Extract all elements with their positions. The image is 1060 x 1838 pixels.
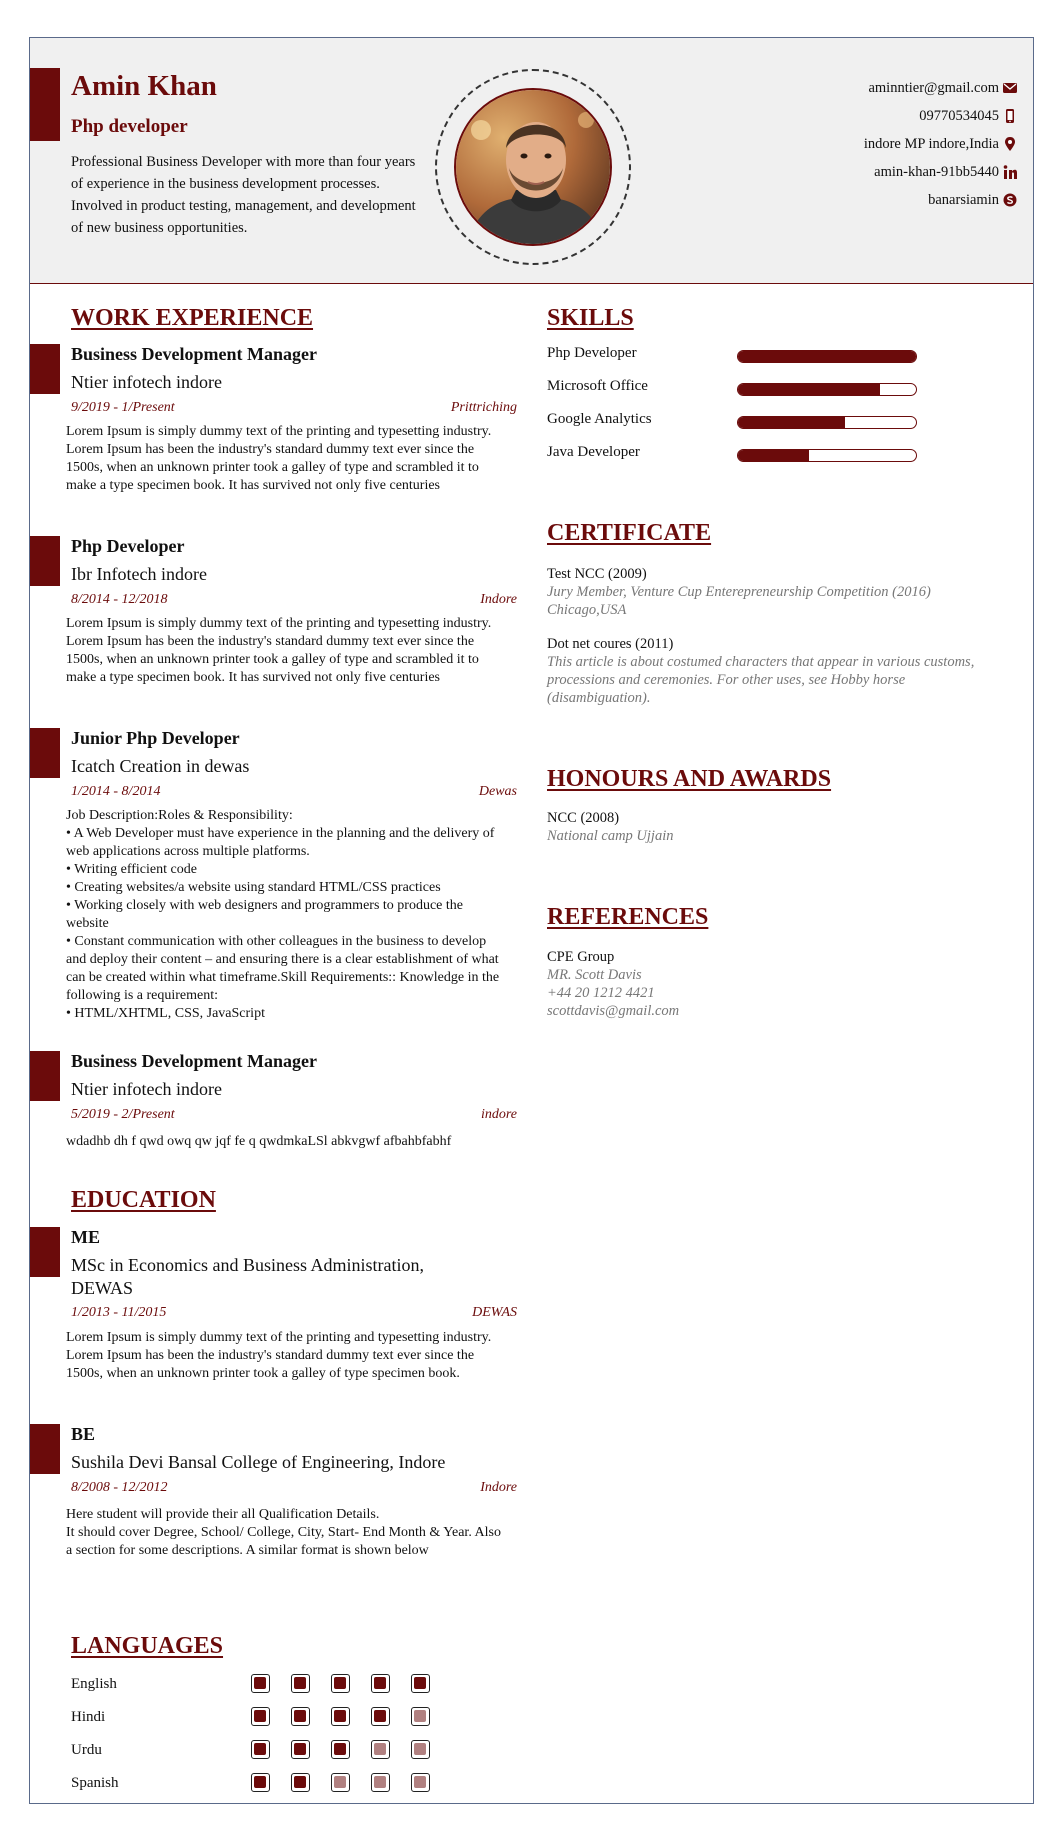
honour-item (547, 809, 1007, 845)
skill-level-bar (737, 416, 917, 429)
skill-item (547, 345, 927, 365)
skill-name: Php Developer (547, 345, 637, 361)
education-entry (30, 1424, 520, 1584)
education-entry (30, 1227, 520, 1397)
job-dates: 1/2014 - 8/2014 (71, 784, 161, 799)
skill-level-bar (737, 449, 917, 462)
candidate-summary: Professional Business Developer with more than four years of experience in the business development processes. Involved in product testing, management, and development of new business opportunities. (71, 154, 416, 236)
job-meta (71, 1107, 517, 1123)
entry-accent-bar (30, 1051, 60, 1101)
language-level-dot (251, 1674, 270, 1693)
map-marker-icon (1003, 137, 1017, 151)
entry-accent-bar (30, 1424, 60, 1474)
honour-detail: National camp Ujjain (547, 828, 674, 844)
honour-name: NCC (2008) (547, 810, 620, 826)
job-location: indore (480, 1107, 517, 1122)
language-name: Hindi (71, 1709, 106, 1725)
job-description: Lorem Ipsum is simply dummy text of the printing and typesetting industry. Lorem Ipsum has been the industry's standard dummy text ever since the 1500s, when an unknown printer took a galley of type and scrambled it to make a type specimen book. It has survived not only five centuries (66, 424, 492, 493)
education-dates: 8/2008 - 12/2012 (71, 1480, 168, 1495)
certificate-detail: Jury Member, Venture Cup Enterepreneurship Competition (2016) Chicago,USA (547, 584, 931, 618)
certificate-name: Test NCC (2009) (547, 566, 647, 582)
skype-icon (1003, 193, 1017, 207)
job-description-line: • Constant communication with other colleagues in the business to develop and deploy their content – and ensuring there is a clear establishment of what can be created within what timeframe.Skill Requirements:: Knowledge in the following is a requirement: (66, 934, 500, 1003)
contact-list (864, 74, 1017, 214)
job-dates: 5/2019 - 2/Present (71, 1107, 175, 1122)
skill-level-bar (737, 383, 917, 396)
language-level-dot (371, 1773, 390, 1792)
language-level-dot (331, 1674, 350, 1693)
skill-name: Google Analytics (547, 411, 652, 427)
contact-linkedin-text: amin-khan-91bb5440 (874, 163, 999, 180)
language-name: Urdu (71, 1742, 102, 1758)
candidate-title: Php developer (71, 116, 188, 137)
language-level-dot (411, 1740, 430, 1759)
envelope-icon (1003, 81, 1017, 95)
job-dates: 9/2019 - 1/Present (71, 400, 175, 415)
language-item (71, 1773, 471, 1795)
language-level-dot (251, 1740, 270, 1759)
education-location: Indore (480, 1480, 517, 1495)
language-level-dot (291, 1674, 310, 1693)
job-company: Ntier infotech indore (71, 372, 222, 392)
work-entry (30, 344, 520, 514)
contact-email-text: aminntier@gmail.com (868, 79, 999, 96)
mobile-icon (1003, 109, 1017, 123)
education-description (66, 1506, 506, 1560)
contact-email[interactable] (864, 74, 1017, 102)
reference-org: CPE Group (547, 949, 615, 965)
job-title: Business Development Manager (71, 344, 317, 364)
job-meta (71, 784, 517, 800)
skill-item (547, 378, 927, 398)
certificate-heading: CERTIFICATE (547, 520, 712, 546)
job-meta (71, 400, 517, 416)
contact-skype[interactable] (864, 186, 1017, 214)
skill-name: Microsoft Office (547, 378, 648, 394)
contact-skype-text: banarsiamin (928, 191, 999, 208)
education-description: Lorem Ipsum is simply dummy text of the printing and typesetting industry. Lorem Ipsum has been the industry's standard dummy text ever since the 1500s, when an unknown printer took a galley of type specimen book. (66, 1330, 492, 1381)
job-title: Php Developer (71, 536, 185, 556)
skills-heading: SKILLS (547, 305, 634, 331)
education-description-line: Here student will provide their all Qualification Details. (66, 1507, 380, 1522)
contact-phone[interactable] (864, 102, 1017, 130)
language-level-dot (291, 1773, 310, 1792)
education-meta (71, 1480, 517, 1496)
job-description-line: • HTML/XHTML, CSS, JavaScript (66, 1006, 265, 1021)
language-level-dot (371, 1674, 390, 1693)
job-location: Dewas (478, 784, 517, 799)
references-heading: REFERENCES (547, 904, 709, 930)
entry-accent-bar (30, 1227, 60, 1277)
skill-level-bar (737, 350, 917, 363)
school-name: Sushila Devi Bansal College of Engineering, Indore (71, 1452, 446, 1472)
education-location: DEWAS (472, 1305, 517, 1320)
skill-name: Java Developer (547, 444, 640, 460)
language-level-dot (331, 1773, 350, 1792)
language-level-dot (331, 1740, 350, 1759)
header-accent-bar (30, 68, 60, 141)
language-level-dot (411, 1674, 430, 1693)
skill-level-fill (738, 351, 916, 362)
reference-item (547, 948, 1007, 1020)
job-company: Icatch Creation in dewas (71, 756, 250, 776)
education-heading: EDUCATION (71, 1187, 216, 1213)
school-name: MSc in Economics and Business Administration, DEWAS (71, 1255, 424, 1298)
reference-email[interactable]: scottdavis@gmail.com (547, 1003, 680, 1019)
work-entry (30, 728, 520, 1028)
profile-photo (454, 88, 612, 246)
profile-photo-frame (435, 69, 631, 265)
job-title: Business Development Manager (71, 1051, 317, 1071)
entry-accent-bar (30, 344, 60, 394)
language-level-dot (251, 1707, 270, 1726)
contact-phone-text: 09770534045 (919, 107, 999, 124)
language-level-dot (291, 1740, 310, 1759)
language-level-dot (291, 1707, 310, 1726)
job-location: Prittriching (450, 400, 517, 415)
job-company: Ntier infotech indore (71, 1079, 222, 1099)
job-title: Junior Php Developer (71, 728, 240, 748)
certificate-name: Dot net coures (2011) (547, 636, 674, 652)
job-description-line: Job Description:Roles & Responsibility: (66, 808, 293, 823)
education-description-line: It should cover Degree, School/ College, City, Start- End Month & Year. Also a section for some descriptions. A similar format is shown below (66, 1525, 501, 1558)
skill-item (547, 411, 927, 431)
language-item (71, 1707, 471, 1729)
degree-title: ME (71, 1227, 100, 1247)
linkedin-icon (1003, 165, 1017, 179)
language-name: English (71, 1676, 117, 1692)
certificate-detail: This article is about costumed characters that appear in various customs, processions and ceremonies. For other uses, see Hobby horse (disambiguation). (547, 654, 975, 706)
work-entry (30, 1051, 520, 1151)
job-description: wdadhb dh f qwd owq qw jqf fe q qwdmkaLSl abkvgwf afbahbfabhf (66, 1134, 452, 1149)
job-description: Lorem Ipsum is simply dummy text of the printing and typesetting industry. Lorem Ipsum has been the industry's standard dummy text ever since the 1500s, when an unknown printer took a galley of type and scrambled it to make a type specimen book. It has survived not only five centuries (66, 616, 492, 685)
education-meta (71, 1305, 517, 1321)
work-experience-heading: WORK EXPERIENCE (71, 305, 314, 331)
education-dates: 1/2013 - 11/2015 (71, 1305, 167, 1320)
certificate-item (547, 565, 1007, 619)
job-description-line: • Writing efficient code (66, 862, 197, 877)
job-description-line: • Creating websites/a website using standard HTML/CSS practices (66, 880, 441, 895)
reference-phone: +44 20 1212 4421 (547, 985, 655, 1001)
certificate-item (547, 635, 1007, 707)
language-item (71, 1674, 471, 1696)
entry-accent-bar (30, 536, 60, 586)
reference-person: MR. Scott Davis (547, 967, 642, 983)
job-meta (71, 592, 517, 608)
resume-sheet (29, 37, 1034, 1804)
skill-item (547, 444, 927, 464)
language-level-dot (371, 1740, 390, 1759)
job-description-line: • Working closely with web designers and programmers to produce the website (66, 898, 463, 931)
contact-address-text: indore MP indore,India (863, 135, 999, 152)
entry-accent-bar (30, 728, 60, 778)
job-description-line: • A Web Developer must have experience in the planning and the delivery of web applications across multiple platforms. (66, 826, 495, 859)
contact-address (864, 130, 1017, 158)
language-item (71, 1740, 471, 1762)
job-description (66, 807, 506, 1023)
language-name: Spanish (71, 1775, 119, 1791)
candidate-name: Amin Khan (71, 70, 217, 102)
job-dates: 8/2014 - 12/2018 (71, 592, 168, 607)
skill-level-fill (738, 417, 845, 428)
honours-heading: HONOURS AND AWARDS (547, 766, 832, 792)
language-level-dot (411, 1707, 430, 1726)
resume-header (30, 38, 1033, 284)
language-level-dot (331, 1707, 350, 1726)
language-level-dot (371, 1707, 390, 1726)
contact-linkedin[interactable] (864, 158, 1017, 186)
degree-title: BE (71, 1424, 96, 1444)
language-level-dot (411, 1773, 430, 1792)
languages-heading: LANGUAGES (71, 1633, 224, 1659)
skill-level-fill (738, 450, 809, 461)
job-location: Indore (480, 592, 517, 607)
skill-level-fill (738, 384, 880, 395)
work-entry (30, 536, 520, 706)
job-company: Ibr Infotech indore (71, 564, 207, 584)
language-level-dot (251, 1773, 270, 1792)
